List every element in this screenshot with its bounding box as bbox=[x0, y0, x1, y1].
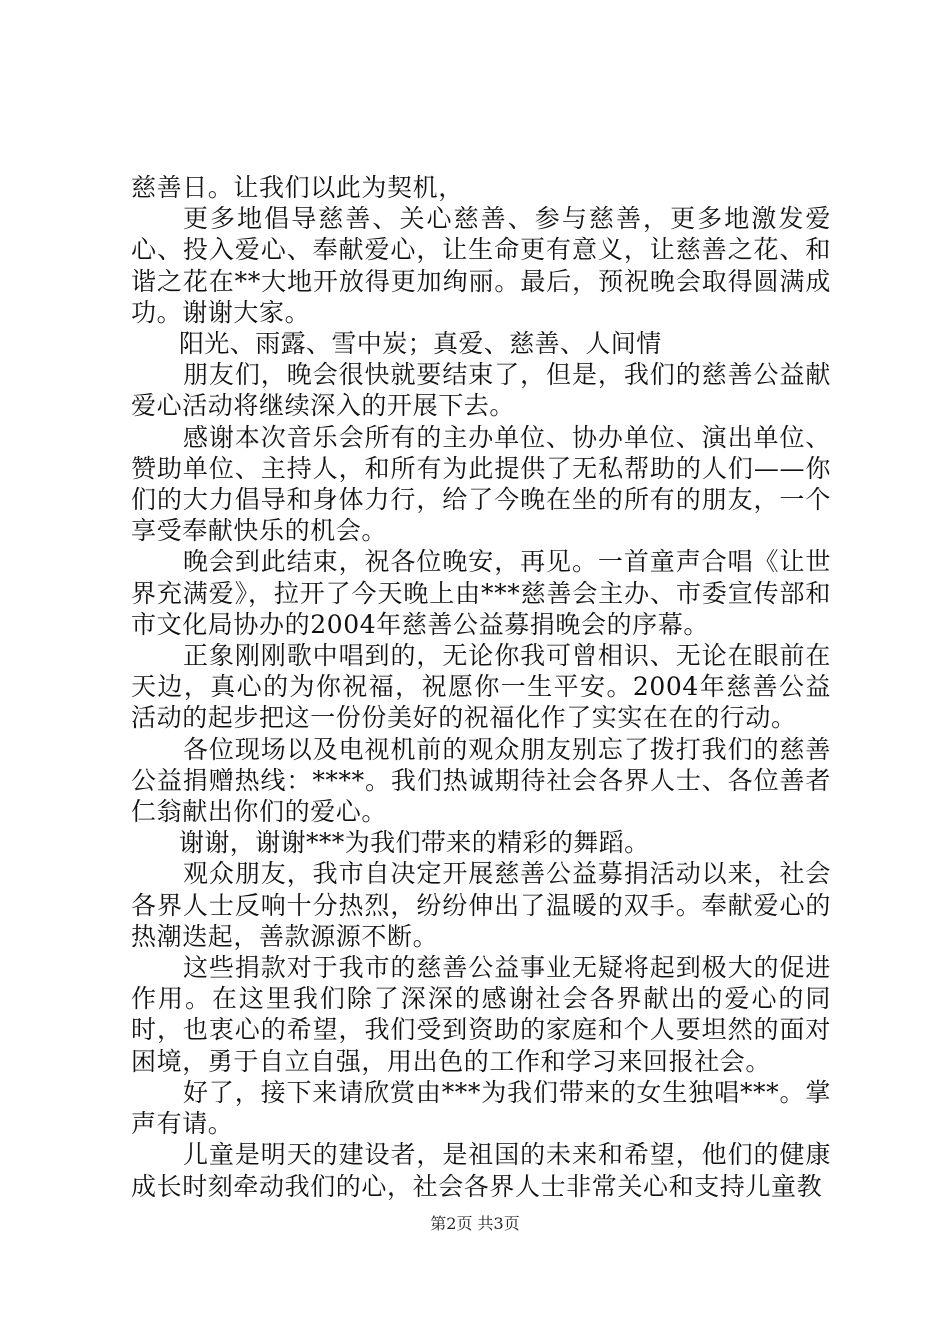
paragraph: 这些捐款对于我市的慈善公益事业无疑将起到极大的促进作用。在这里我们除了深深的感谢社会各界献出的爱心的同时，也衷心的希望，我们受到资助的家庭和个人要坦然的面对困境，勇于自立自强，用出色的工作和学习来回报社会。 bbox=[131, 953, 831, 1076]
page-footer bbox=[0, 1214, 950, 1234]
paragraph: 谢谢，谢谢***为我们带来的精彩的舞蹈。 bbox=[179, 828, 650, 858]
paragraph: 朋友们，晚会很快就要结束了，但是，我们的慈善公益献爱心活动将继续深入的开展下去。 bbox=[131, 360, 831, 421]
paragraph: 晚会到此结束，祝各位晚安，再见。一首童声合唱《让世界充满爱》，拉开了今天晚上由***慈善会主办、市委宣传部和市文化局协办的2004年慈善公益募捐晚会的序幕。 bbox=[131, 547, 831, 639]
paragraph: 观众朋友，我市自决定开展慈善公益募捐活动以来，社会各界人士反响十分热烈，纷纷伸出了温暖的双手。奉献爱心的热潮迭起，善款源源不断。 bbox=[131, 859, 831, 951]
paragraph: 儿童是明天的建设者，是祖国的未来和希望，他们的健康成长时刻牵动我们的心，社会各界人士非常关心和支持儿童教 bbox=[131, 1140, 831, 1201]
paragraph: 正象刚刚歌中唱到的，无论你我可曾相识、无论在眼前在天边，真心的为你祝福，祝愿你一生平安。2004年慈善公益活动的起步把这一份份美好的祝福化作了实实在在的行动。 bbox=[131, 641, 831, 733]
paragraph: 更多地倡导慈善、关心慈善、参与慈善，更多地激发爱心、投入爱心、奉献爱心，让生命更有意义，让慈善之花、和谐之花在**大地开放得更加绚丽。最后，预祝晚会取得圆满成功。谢谢大家。 bbox=[131, 204, 831, 327]
paragraph-continuation: 慈善日。让我们以此为契机， bbox=[131, 173, 464, 202]
paragraph: 感谢本次音乐会所有的主办单位、协办单位、演出单位、赞助单位、主持人，和所有为此提供了无私帮助的人们——你们的大力倡导和身体力行，给了今晚在坐的所有的朋友，一个享受奉献快乐的机会。 bbox=[131, 422, 831, 546]
document-body bbox=[131, 172, 831, 1202]
paragraph-slogan: 阳光、雨露、雪中炭；真爱、慈善、人间情 bbox=[179, 329, 662, 359]
paragraph: 好了，接下来请欣赏由***为我们带来的女生独唱***。掌声有请。 bbox=[131, 1077, 831, 1139]
page-number: 第2页 共3页 bbox=[430, 1214, 520, 1233]
paragraph: 各位现场以及电视机前的观众朋友别忘了拨打我们的慈善公益捐赠热线：****。我们热诚期待社会各界人士、各位善者仁翁献出你们的爱心。 bbox=[131, 734, 831, 827]
